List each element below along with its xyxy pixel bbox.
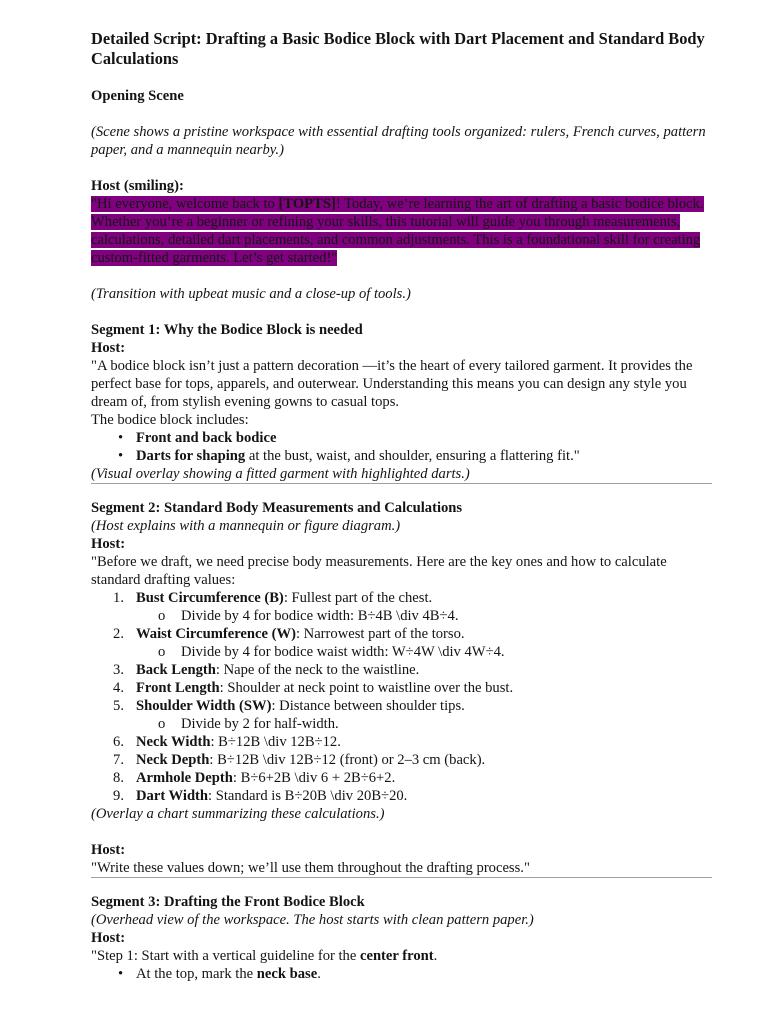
measurement-description: : Fullest part of the chest. [283,590,433,606]
measurement-item [91,733,712,751]
highlighted-quote [91,196,704,266]
segment-2-closing-quote: "Write these values down; we’ll use them throughout the drafting process." [91,860,530,876]
measurement-description: : Nape of the neck to the waistline. [215,662,420,678]
list-item-end: . [317,966,321,982]
measurement-label: Waist Circumference (W) [136,626,296,642]
quote-text-start: "Hi everyone, welcome back to [91,196,279,212]
list-item [91,429,712,447]
list-item [91,965,712,983]
measurement-item [91,787,712,805]
opening-host-quote [91,195,712,267]
quote-text-end: ! Today, we’re learning the art of drafting a basic bodice block. Whether you’re a beginner or refining your skills, this tutorial will guide you through measurements, calculations, detailed dart placements, and common adjustments. This is a foundational skill for creating custom-fitted garments. Let’s get started!" [91,196,704,266]
measurement-description: : Standard is B÷20B \div 20B÷20. [208,788,408,804]
measurement-text [136,769,712,787]
measurement-description: : Shoulder at neck point to waistline over the bust. [219,680,514,696]
measurement-calculation: Divide by 4 for bodice waist width: W÷4W \div 4W÷4. [181,644,505,660]
measurement-text [136,679,712,697]
list-number: 3. [113,662,124,678]
measurement-description: : Distance between shoulder tips. [271,698,465,714]
measurement-description: : B÷6+2B \div 6 + 2B÷6+2. [232,770,396,786]
measurement-subitem [136,715,712,733]
measurement-item [91,697,712,715]
list-item [91,447,712,465]
bullet-marker: • [118,966,124,982]
list-number: 2. [113,626,124,642]
measurement-text [136,697,712,715]
segment-1-overlay-direction: (Visual overlay showing a fitted garment with highlighted darts.) [91,466,470,482]
measurement-label: Front Length [136,680,220,696]
measurement-item [91,769,712,787]
section-divider [91,483,712,484]
list-number: 8. [113,770,124,786]
opening-scene-heading: Opening Scene [91,88,184,104]
measurement-item [91,661,712,679]
measurement-calculation: Divide by 4 for bodice width: B÷4B \div 4B÷4. [181,608,459,624]
measurement-description: : B÷12B \div 12B÷12 (front) or 2–3 cm (back). [209,752,486,768]
measurement-subitem [136,607,712,625]
segment-2-host-label-2: Host: [91,842,126,858]
bullet-marker: • [118,430,124,446]
step-text-start: "Step 1: Start with a vertical guideline for the [91,948,360,964]
step-text-end: . [433,948,438,964]
measurement-calculation: Divide by 2 for half-width. [181,716,339,732]
list-number: 7. [113,752,124,768]
step-bold-term: center front [359,948,434,964]
segment-2-heading: Segment 2: Standard Body Measurements and Calculations [91,500,463,516]
measurement-label: Neck Depth [136,752,210,768]
segment-2-overlay-direction: (Overlay a chart summarizing these calculations.) [91,806,385,822]
segment-1-heading: Segment 1: Why the Bodice Block is needed [91,322,363,338]
sub-bullet-marker: o [158,644,166,660]
list-item-text [136,447,712,465]
segment-2-direction: (Host explains with a mannequin or figure diagram.) [91,518,401,534]
measurement-label: Back Length [136,662,216,678]
measurement-item [91,679,712,697]
list-number: 1. [113,590,124,606]
list-item-rest: at the bust, waist, and shoulder, ensuring a flattering fit." [245,448,580,464]
segment-1-paragraph: "A bodice block isn’t just a pattern decoration —it’s the heart of every tailored garment. It provides the perfect base for tops, apparels, and outerwear. Understanding this means you can design any style you dream of, from stylish evening gowns to casual tops. [91,358,693,410]
list-item-text [136,429,712,447]
segment-3-step-1 [91,947,712,965]
measurement-text [136,751,712,769]
measurement-text [136,589,712,607]
opening-host-label: Host (smiling): [91,178,184,194]
measurement-label: Neck Width [136,734,211,750]
measurement-label: Dart Width [136,788,209,804]
measurement-label: Armhole Depth [136,770,233,786]
measurement-item [91,589,712,607]
sub-bullet-marker: o [158,716,166,732]
measurement-description: : Narrowest part of the torso. [295,626,465,642]
measurement-subitem [136,643,712,661]
segment-1-host-label: Host: [91,340,126,356]
list-item-bold: Front and back bodice [136,430,277,446]
list-number: 5. [113,698,124,714]
measurement-item [91,751,712,769]
sub-bullet-marker: o [158,608,166,624]
measurement-text [136,625,712,643]
measurement-text [136,733,712,751]
transition-direction: (Transition with upbeat music and a close-up of tools.) [91,286,411,302]
list-item-text [136,965,712,983]
measurement-text [136,661,712,679]
segment-2-host-label: Host: [91,536,126,552]
measurement-label: Bust Circumference (B) [136,590,284,606]
list-number: 9. [113,788,124,804]
list-item-bold: Darts for shaping [136,448,246,464]
segment-2-intro: "Before we draft, we need precise body measurements. Here are the key ones and how to calculate standard drafting values: [91,554,667,588]
segment-3-host-label: Host: [91,930,126,946]
section-divider [91,877,712,878]
measurement-label: Shoulder Width (SW) [136,698,272,714]
measurement-item [91,625,712,643]
channel-name: [TOPTS] [278,196,336,212]
list-item-start: At the top, mark the [136,966,257,982]
segment-1-list-intro: The bodice block includes: [91,412,249,428]
measurement-text [136,787,712,805]
list-number: 6. [113,734,124,750]
measurement-description: : B÷12B \div 12B÷12. [210,734,341,750]
list-number: 4. [113,680,124,696]
segment-3-direction: (Overhead view of the workspace. The host starts with clean pattern paper.) [91,912,534,928]
segment-3-heading: Segment 3: Drafting the Front Bodice Block [91,894,365,910]
opening-scene-direction: (Scene shows a pristine workspace with essential drafting tools organized: rulers, French curves, pattern paper, and a mannequin nearby.) [91,124,706,158]
document-title: Detailed Script: Drafting a Basic Bodice Block with Dart Placement and Standard Body Calculations [91,29,705,68]
list-item-bold: neck base [256,966,318,982]
bullet-marker: • [118,448,124,464]
